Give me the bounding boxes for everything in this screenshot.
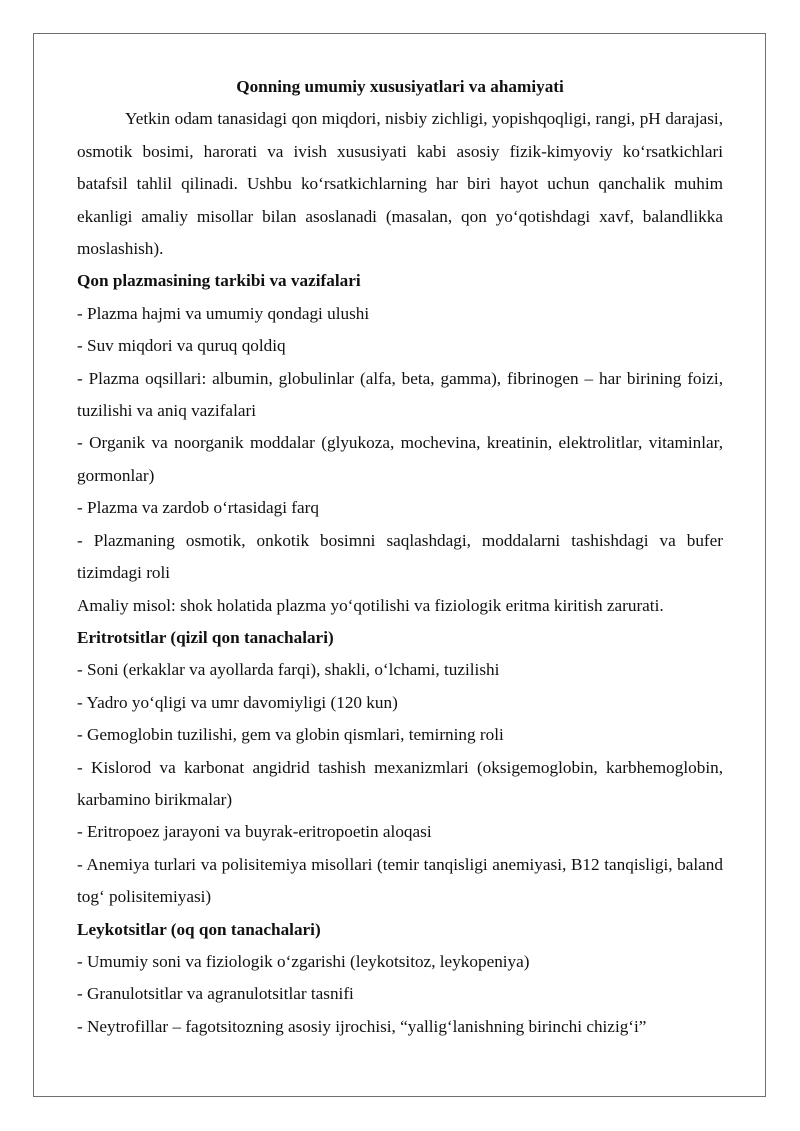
list-item: - Yadro yo‘qligi va umr davomiyligi (120 kun) — [77, 692, 398, 712]
list-item: - Suv miqdori va quruq qoldiq — [77, 336, 286, 356]
list-item: - Organik va noorganik moddalar (glyukoza, mochevina, kreatinin, elektrolitlar, vitaminlar, gormonlar) — [77, 433, 723, 485]
list-item: - Plazma hajmi va umumiy qondagi ulushi — [77, 303, 370, 323]
list-item: - Plazma va zardob o‘rtasidagi farq — [77, 498, 319, 518]
list-item: - Neytrofillar – fagotsitozning asosiy ijrochisi, “yallig‘lanishning birinchi chizig‘i” — [77, 1016, 647, 1036]
list-item: - Plazma oqsillari: albumin, globulinlar (alfa, beta, gamma), fibrinogen – har birining foizi, tuzilishi va aniq vazifalari — [77, 368, 723, 421]
document-body — [77, 71, 723, 1043]
section-heading-leukocytes: Leykotsitlar (oq qon tanachalari) — [77, 919, 321, 939]
list-item: - Umumiy soni va fiziologik o‘zgarishi (leykotsitoz, leykopeniya) — [77, 951, 530, 971]
list-item: - Plazmaning osmotik, onkotik bosimni saqlashdagi, moddalarni tashishdagi va bufer tizimdagi roli — [77, 530, 723, 583]
section-heading-erythrocytes: Eritrotsitlar (qizil qon tanachalari) — [77, 627, 334, 647]
document-title: Qonning umumiy xususiyatlari va ahamiyati — [236, 77, 564, 96]
list-item: - Kislorod va karbonat angidrid tashish mexanizmlari (oksigemoglobin, karbhemoglobin, karbamino birikmalar) — [77, 757, 723, 809]
list-item: - Soni (erkaklar va ayollarda farqi), shakli, o‘lchami, tuzilishi — [77, 660, 500, 680]
list-item: - Gemoglobin tuzilishi, gem va globin qismlari, temirning roli — [77, 725, 504, 745]
list-item: - Granulotsitlar va agranulotsitlar tasnifi — [77, 984, 354, 1004]
section-heading-plasma: Qon plazmasining tarkibi va vazifalari — [77, 271, 361, 291]
list-item: - Anemiya turlari va polisitemiya misollari (temir tanqisligi anemiyasi, B12 tanqisligi, baland tog‘ polisitemiyasi) — [77, 854, 723, 907]
list-item: - Eritropoez jarayoni va buyrak-eritropoetin aloqasi — [77, 822, 432, 842]
practical-example: Amaliy misol: shok holatida plazma yo‘qotilishi va fiziologik eritma kiritish zarurati. — [77, 595, 664, 615]
intro-paragraph: Yetkin odam tanasidagi qon miqdori, nisbiy zichligi, yopishqoqligi, rangi, pH darajasi, osmotik bosimi, harorati va ivish xususiyati kabi asosiy fizik-kimyoviy ko‘rsatkichlari batafsil tahlil qilinadi. Ushbu ko‘rsatkichlarning har biri hayot uchun qanchalik muhim ekanligi amaliy misollar bilan asoslanadi (masalan, qon yo‘qotishdagi xavf, balandlikka moslashish). — [77, 109, 723, 259]
